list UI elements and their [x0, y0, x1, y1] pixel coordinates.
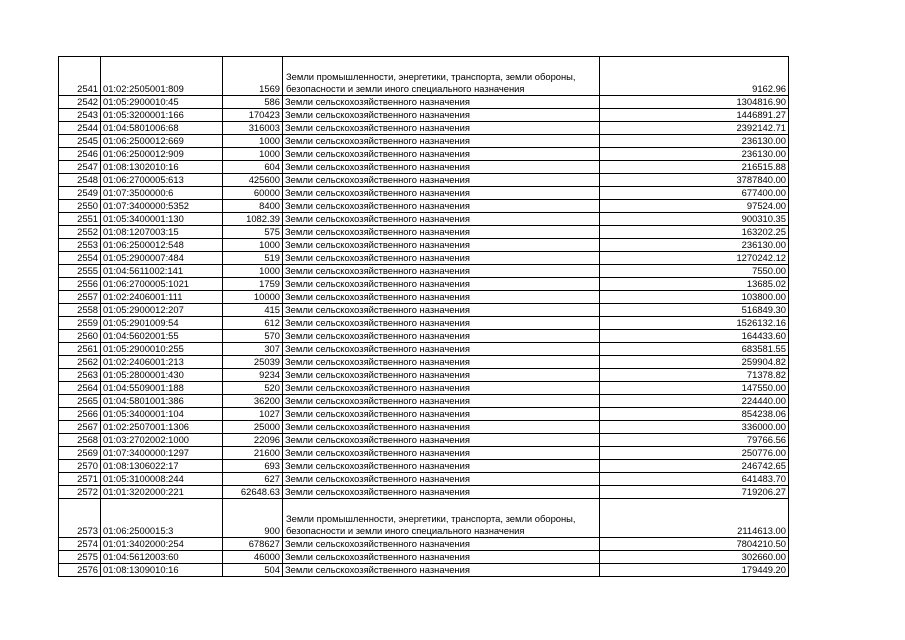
cadastral-value-cell[interactable]: 164433.60	[600, 330, 789, 343]
land-category-cell[interactable]: Земли сельскохозяйственного назначения	[283, 226, 600, 239]
area-cell[interactable]: 1569	[223, 57, 283, 96]
land-category-cell[interactable]: Земли сельскохозяйственного назначения	[283, 460, 600, 473]
cadastral-value-cell[interactable]: 641483.70	[600, 473, 789, 486]
row-number-cell[interactable]: 2548	[59, 174, 101, 187]
cadastral-number-cell[interactable]: 01:03:2702002:1000	[101, 434, 223, 447]
area-cell[interactable]: 520	[223, 382, 283, 395]
land-category-cell[interactable]: Земли сельскохозяйственного назначения	[283, 395, 600, 408]
table-row	[59, 395, 789, 408]
cadastral-number-cell[interactable]: 01:04:5611002:141	[101, 265, 223, 278]
land-category-cell[interactable]: Земли сельскохозяйственного назначения	[283, 135, 600, 148]
cadastral-number-cell[interactable]: 01:02:2406001:111	[101, 291, 223, 304]
area-cell[interactable]: 415	[223, 304, 283, 317]
land-category-cell[interactable]: Земли промышленности, энергетики, транспорта, земли обороны, безопасности и земли иного специального назначения	[283, 499, 600, 538]
cadastral-value-cell[interactable]: 216515.88	[600, 161, 789, 174]
table-row	[59, 200, 789, 213]
cadastral-value-cell[interactable]: 677400.00	[600, 187, 789, 200]
table-row	[59, 226, 789, 239]
cadastral-number-cell[interactable]: 01:06:2700005:613	[101, 174, 223, 187]
land-category-cell[interactable]: Земли сельскохозяйственного назначения	[283, 317, 600, 330]
cadastral-value-cell[interactable]: 336000.00	[600, 421, 789, 434]
land-category-cell[interactable]: Земли сельскохозяйственного назначения	[283, 161, 600, 174]
cadastral-number-cell[interactable]: 01:04:5602001:55	[101, 330, 223, 343]
row-number-cell[interactable]: 2550	[59, 200, 101, 213]
area-cell[interactable]: 519	[223, 252, 283, 265]
land-plots-table	[58, 56, 789, 577]
area-cell[interactable]: 627	[223, 473, 283, 486]
land-category-cell[interactable]: Земли сельскохозяйственного назначения	[283, 291, 600, 304]
row-number-cell[interactable]: 2557	[59, 291, 101, 304]
land-category-cell[interactable]: Земли сельскохозяйственного назначения	[283, 447, 600, 460]
table-row	[59, 278, 789, 291]
land-category-cell[interactable]: Земли промышленности, энергетики, транспорта, земли обороны, безопасности и земли иного специального назначения	[283, 57, 600, 96]
area-cell[interactable]: 1082.39	[223, 213, 283, 226]
land-category-cell[interactable]: Земли сельскохозяйственного назначения	[283, 369, 600, 382]
cadastral-value-cell[interactable]: 224440.00	[600, 395, 789, 408]
table-row	[59, 174, 789, 187]
cadastral-number-cell[interactable]: 01:08:1306022:17	[101, 460, 223, 473]
area-cell[interactable]: 9234	[223, 369, 283, 382]
cadastral-value-cell[interactable]: 71378.82	[600, 369, 789, 382]
table-row	[59, 421, 789, 434]
area-cell[interactable]: 62648.63	[223, 486, 283, 499]
table-row	[59, 499, 789, 538]
cadastral-value-cell[interactable]: 1446891.27	[600, 109, 789, 122]
area-cell[interactable]: 1000	[223, 239, 283, 252]
land-category-cell[interactable]: Земли сельскохозяйственного назначения	[283, 343, 600, 356]
row-number-cell[interactable]: 2573	[59, 499, 101, 538]
table-row	[59, 382, 789, 395]
cadastral-value-cell[interactable]: 103800.00	[600, 291, 789, 304]
table-row	[59, 239, 789, 252]
cadastral-number-cell[interactable]: 01:01:3202000:221	[101, 486, 223, 499]
land-category-cell[interactable]: Земли сельскохозяйственного назначения	[283, 304, 600, 317]
area-cell[interactable]: 1000	[223, 265, 283, 278]
area-cell[interactable]: 504	[223, 564, 283, 577]
row-number-cell[interactable]: 2568	[59, 434, 101, 447]
cadastral-value-cell[interactable]: 900310.35	[600, 213, 789, 226]
table-row	[59, 122, 789, 135]
cadastral-number-cell[interactable]: 01:06:2500012:548	[101, 239, 223, 252]
table-row	[59, 265, 789, 278]
cadastral-number-cell[interactable]: 01:07:3400000:5352	[101, 200, 223, 213]
cadastral-number-cell[interactable]: 01:06:2500015:3	[101, 499, 223, 538]
row-number-cell[interactable]: 2552	[59, 226, 101, 239]
table-row	[59, 473, 789, 486]
land-category-cell[interactable]: Земли сельскохозяйственного назначения	[283, 486, 600, 499]
row-number-cell[interactable]: 2562	[59, 356, 101, 369]
row-number-cell[interactable]: 2574	[59, 538, 101, 551]
table-row	[59, 148, 789, 161]
area-cell[interactable]: 8400	[223, 200, 283, 213]
cadastral-value-cell[interactable]: 236130.00	[600, 148, 789, 161]
cadastral-number-cell[interactable]: 01:05:2900010:45	[101, 96, 223, 109]
land-category-cell[interactable]: Земли сельскохозяйственного назначения	[283, 122, 600, 135]
cadastral-value-cell[interactable]: 2114613.00	[600, 499, 789, 538]
cadastral-number-cell[interactable]: 01:01:3402000:254	[101, 538, 223, 551]
cadastral-number-cell[interactable]: 01:05:2900012:207	[101, 304, 223, 317]
land-category-cell[interactable]: Земли сельскохозяйственного назначения	[283, 174, 600, 187]
cadastral-value-cell[interactable]: 147550.00	[600, 382, 789, 395]
land-category-cell[interactable]: Земли сельскохозяйственного назначения	[283, 356, 600, 369]
row-number-cell[interactable]: 2543	[59, 109, 101, 122]
land-category-cell[interactable]: Земли сельскохозяйственного назначения	[283, 109, 600, 122]
land-category-cell[interactable]: Земли сельскохозяйственного назначения	[283, 408, 600, 421]
table-row	[59, 317, 789, 330]
table-row	[59, 460, 789, 473]
table-row	[59, 135, 789, 148]
area-cell[interactable]: 170423	[223, 109, 283, 122]
cadastral-number-cell[interactable]: 01:04:5509001:188	[101, 382, 223, 395]
cadastral-number-cell[interactable]: 01:05:2901009:54	[101, 317, 223, 330]
row-number-cell[interactable]: 2553	[59, 239, 101, 252]
cadastral-value-cell[interactable]: 516849.30	[600, 304, 789, 317]
land-category-cell[interactable]: Земли сельскохозяйственного назначения	[283, 538, 600, 551]
cadastral-number-cell[interactable]: 01:02:2406001:213	[101, 356, 223, 369]
cadastral-value-cell[interactable]: 719206.27	[600, 486, 789, 499]
area-cell[interactable]: 900	[223, 499, 283, 538]
area-cell[interactable]: 604	[223, 161, 283, 174]
area-cell[interactable]: 586	[223, 96, 283, 109]
row-number-cell[interactable]: 2570	[59, 460, 101, 473]
land-category-cell[interactable]: Земли сельскохозяйственного назначения	[283, 187, 600, 200]
table-row	[59, 96, 789, 109]
land-category-cell[interactable]: Земли сельскохозяйственного назначения	[283, 421, 600, 434]
row-number-cell[interactable]: 2564	[59, 382, 101, 395]
table-row	[59, 434, 789, 447]
table-body	[59, 57, 789, 577]
area-cell[interactable]: 46000	[223, 551, 283, 564]
cadastral-value-cell[interactable]: 236130.00	[600, 239, 789, 252]
land-category-cell[interactable]: Земли сельскохозяйственного назначения	[283, 473, 600, 486]
table-row	[59, 447, 789, 460]
land-category-cell[interactable]: Земли сельскохозяйственного назначения	[283, 239, 600, 252]
row-number-cell[interactable]: 2572	[59, 486, 101, 499]
cadastral-value-cell[interactable]: 179449.20	[600, 564, 789, 577]
table-row	[59, 343, 789, 356]
area-cell[interactable]: 1027	[223, 408, 283, 421]
row-number-cell[interactable]: 2576	[59, 564, 101, 577]
row-number-cell[interactable]: 2559	[59, 317, 101, 330]
land-category-cell[interactable]: Земли сельскохозяйственного назначения	[283, 252, 600, 265]
cadastral-value-cell[interactable]: 97524.00	[600, 200, 789, 213]
row-number-cell[interactable]: 2556	[59, 278, 101, 291]
area-cell[interactable]: 316003	[223, 122, 283, 135]
area-cell[interactable]: 10000	[223, 291, 283, 304]
cadastral-number-cell[interactable]: 01:02:2505001:809	[101, 57, 223, 96]
table-row	[59, 551, 789, 564]
cadastral-value-cell[interactable]: 302660.00	[600, 551, 789, 564]
land-category-cell[interactable]: Земли сельскохозяйственного назначения	[283, 382, 600, 395]
row-number-cell[interactable]: 2555	[59, 265, 101, 278]
area-cell[interactable]: 22096	[223, 434, 283, 447]
area-cell[interactable]: 1000	[223, 135, 283, 148]
table-row	[59, 161, 789, 174]
cadastral-number-cell[interactable]: 01:08:1207003:15	[101, 226, 223, 239]
cadastral-number-cell[interactable]: 01:07:3500000:6	[101, 187, 223, 200]
row-number-cell[interactable]: 2560	[59, 330, 101, 343]
cadastral-value-cell[interactable]: 1304816.90	[600, 96, 789, 109]
cadastral-value-cell[interactable]: 2392142.71	[600, 122, 789, 135]
row-number-cell[interactable]: 2566	[59, 408, 101, 421]
cadastral-value-cell[interactable]: 13685.02	[600, 278, 789, 291]
row-number-cell[interactable]: 2567	[59, 421, 101, 434]
table-row	[59, 109, 789, 122]
row-number-cell[interactable]: 2575	[59, 551, 101, 564]
land-category-cell[interactable]: Земли сельскохозяйственного назначения	[283, 551, 600, 564]
row-number-cell[interactable]: 2563	[59, 369, 101, 382]
area-cell[interactable]: 575	[223, 226, 283, 239]
cadastral-number-cell[interactable]: 01:05:2900010:255	[101, 343, 223, 356]
table-row	[59, 187, 789, 200]
land-category-cell[interactable]: Земли сельскохозяйственного назначения	[283, 200, 600, 213]
table-row	[59, 291, 789, 304]
table-row	[59, 304, 789, 317]
area-cell[interactable]: 612	[223, 317, 283, 330]
table-row	[59, 564, 789, 577]
land-category-cell[interactable]: Земли сельскохозяйственного назначения	[283, 278, 600, 291]
cadastral-number-cell[interactable]: 01:08:1309010:16	[101, 564, 223, 577]
cadastral-value-cell[interactable]: 1270242.12	[600, 252, 789, 265]
row-number-cell[interactable]: 2554	[59, 252, 101, 265]
row-number-cell[interactable]: 2565	[59, 395, 101, 408]
land-category-cell[interactable]: Земли сельскохозяйственного назначения	[283, 330, 600, 343]
area-cell[interactable]: 21600	[223, 447, 283, 460]
cadastral-number-cell[interactable]: 01:07:3400000:1297	[101, 447, 223, 460]
cadastral-value-cell[interactable]: 9162.96	[600, 57, 789, 96]
table-row	[59, 213, 789, 226]
area-cell[interactable]: 307	[223, 343, 283, 356]
cadastral-number-cell[interactable]: 01:06:2500012:669	[101, 135, 223, 148]
table-row	[59, 356, 789, 369]
row-number-cell[interactable]: 2544	[59, 122, 101, 135]
cadastral-value-cell[interactable]: 79766.56	[600, 434, 789, 447]
cadastral-number-cell[interactable]: 01:06:2700005:1021	[101, 278, 223, 291]
land-category-cell[interactable]: Земли сельскохозяйственного назначения	[283, 148, 600, 161]
cadastral-value-cell[interactable]: 1526132.16	[600, 317, 789, 330]
cadastral-number-cell[interactable]: 01:05:3400001:104	[101, 408, 223, 421]
area-cell[interactable]: 1000	[223, 148, 283, 161]
land-category-cell[interactable]: Земли сельскохозяйственного назначения	[283, 96, 600, 109]
table-row	[59, 330, 789, 343]
cadastral-number-cell[interactable]: 01:05:3400001:130	[101, 213, 223, 226]
area-cell[interactable]: 25000	[223, 421, 283, 434]
area-cell[interactable]: 425600	[223, 174, 283, 187]
area-cell[interactable]: 570	[223, 330, 283, 343]
cadastral-number-cell[interactable]: 01:02:2507001:1306	[101, 421, 223, 434]
area-cell[interactable]: 60000	[223, 187, 283, 200]
area-cell[interactable]: 36200	[223, 395, 283, 408]
land-category-cell[interactable]: Земли сельскохозяйственного назначения	[283, 564, 600, 577]
cadastral-value-cell[interactable]: 250776.00	[600, 447, 789, 460]
cadastral-value-cell[interactable]: 3787840.00	[600, 174, 789, 187]
cadastral-number-cell[interactable]: 01:05:2800001:430	[101, 369, 223, 382]
cadastral-value-cell[interactable]: 236130.00	[600, 135, 789, 148]
cadastral-number-cell[interactable]: 01:05:2900007:484	[101, 252, 223, 265]
cadastral-number-cell[interactable]: 01:05:3100008:244	[101, 473, 223, 486]
land-category-cell[interactable]: Земли сельскохозяйственного назначения	[283, 434, 600, 447]
cadastral-value-cell[interactable]: 7550.00	[600, 265, 789, 278]
cadastral-number-cell[interactable]: 01:06:2500012:909	[101, 148, 223, 161]
land-category-cell[interactable]: Земли сельскохозяйственного назначения	[283, 213, 600, 226]
row-number-cell[interactable]: 2547	[59, 161, 101, 174]
table-row	[59, 538, 789, 551]
row-number-cell[interactable]: 2571	[59, 473, 101, 486]
table-row	[59, 369, 789, 382]
row-number-cell[interactable]: 2546	[59, 148, 101, 161]
cadastral-value-cell[interactable]: 854238.06	[600, 408, 789, 421]
row-number-cell[interactable]: 2561	[59, 343, 101, 356]
table-row	[59, 486, 789, 499]
cadastral-number-cell[interactable]: 01:04:5801006:68	[101, 122, 223, 135]
cadastral-value-cell[interactable]: 259904.82	[600, 356, 789, 369]
cadastral-number-cell[interactable]: 01:04:5612003:60	[101, 551, 223, 564]
row-number-cell[interactable]: 2549	[59, 187, 101, 200]
area-cell[interactable]: 693	[223, 460, 283, 473]
cadastral-number-cell[interactable]: 01:08:1302010:16	[101, 161, 223, 174]
area-cell[interactable]: 678627	[223, 538, 283, 551]
cadastral-value-cell[interactable]: 7804210.50	[600, 538, 789, 551]
row-number-cell[interactable]: 2551	[59, 213, 101, 226]
row-number-cell[interactable]: 2541	[59, 57, 101, 96]
cadastral-number-cell[interactable]: 01:04:5801001:386	[101, 395, 223, 408]
area-cell[interactable]: 1759	[223, 278, 283, 291]
table-row	[59, 252, 789, 265]
row-number-cell[interactable]: 2569	[59, 447, 101, 460]
row-number-cell[interactable]: 2542	[59, 96, 101, 109]
row-number-cell[interactable]: 2558	[59, 304, 101, 317]
cadastral-value-cell[interactable]: 246742.65	[600, 460, 789, 473]
area-cell[interactable]: 25039	[223, 356, 283, 369]
cadastral-number-cell[interactable]: 01:05:3200001:166	[101, 109, 223, 122]
cadastral-value-cell[interactable]: 683581.55	[600, 343, 789, 356]
land-category-cell[interactable]: Земли сельскохозяйственного назначения	[283, 265, 600, 278]
row-number-cell[interactable]: 2545	[59, 135, 101, 148]
cadastral-value-cell[interactable]: 163202.25	[600, 226, 789, 239]
table-row	[59, 57, 789, 96]
table-row	[59, 408, 789, 421]
